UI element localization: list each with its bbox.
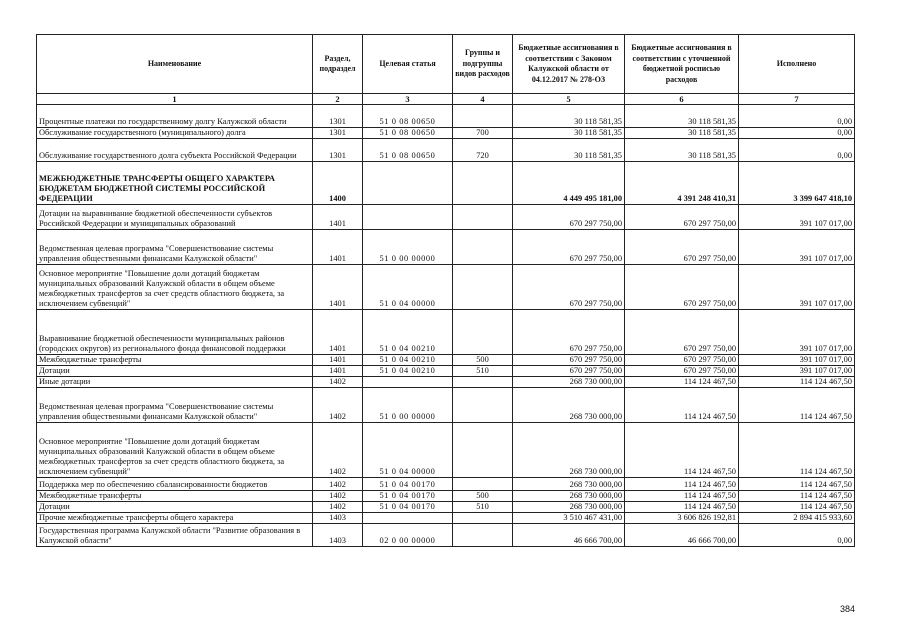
row-roster-allocation: 670 297 750,00 xyxy=(625,230,739,265)
row-section: 1401 xyxy=(313,366,363,377)
table-row xyxy=(37,513,855,524)
row-section: 1402 xyxy=(313,502,363,513)
budget-execution-table xyxy=(36,34,855,547)
row-law-allocation: 670 297 750,00 xyxy=(513,265,625,310)
row-executed: 0,00 xyxy=(739,105,855,128)
row-name: Межбюджетные трансферты xyxy=(37,491,313,502)
row-target-article: 51 0 08 00650 xyxy=(363,128,453,139)
row-executed: 114 124 467,50 xyxy=(739,478,855,491)
row-target-article xyxy=(363,513,453,524)
row-executed: 114 124 467,50 xyxy=(739,423,855,478)
row-expense-group xyxy=(453,205,513,230)
row-expense-group xyxy=(453,423,513,478)
row-executed: 391 107 017,00 xyxy=(739,310,855,355)
row-name: Основное мероприятие "Повышение доли дотаций бюджетам муниципальных образований Калужской области в общем объеме межбюджетных трансфертов за счет средств областного бюджета, за исключением субвенций" xyxy=(37,265,313,310)
row-law-allocation: 268 730 000,00 xyxy=(513,491,625,502)
row-executed: 391 107 017,00 xyxy=(739,205,855,230)
col-number: 6 xyxy=(625,94,739,105)
row-name: Основное мероприятие "Повышение доли дотаций бюджетам муниципальных образований Калужской области в общем объеме межбюджетных трансфертов за счет средств областного бюджета, за исключением субвенций" xyxy=(37,423,313,478)
row-expense-group: 510 xyxy=(453,502,513,513)
row-target-article: 51 0 04 00210 xyxy=(363,310,453,355)
row-roster-allocation: 30 118 581,35 xyxy=(625,128,739,139)
row-section: 1401 xyxy=(313,265,363,310)
row-law-allocation: 670 297 750,00 xyxy=(513,355,625,366)
header-target-article: Целевая статья xyxy=(363,35,453,94)
table-row xyxy=(37,377,855,388)
row-law-allocation: 30 118 581,35 xyxy=(513,105,625,128)
row-name: Межбюджетные трансферты xyxy=(37,355,313,366)
row-expense-group xyxy=(453,524,513,547)
row-section: 1402 xyxy=(313,478,363,491)
row-section: 1401 xyxy=(313,205,363,230)
row-section: 1402 xyxy=(313,388,363,423)
row-roster-allocation: 670 297 750,00 xyxy=(625,366,739,377)
row-name: Выравнивание бюджетной обеспеченности муниципальных районов (городских округов) из регионального фонда финансовой поддержки xyxy=(37,310,313,355)
row-expense-group: 700 xyxy=(453,128,513,139)
row-roster-allocation: 114 124 467,50 xyxy=(625,388,739,423)
table-row xyxy=(37,128,855,139)
table-row xyxy=(37,162,855,205)
row-law-allocation: 4 449 495 181,00 xyxy=(513,162,625,205)
header-law-allocation: Бюджетные ассигнования в соответствии с Законом Калужской области от 04.12.2017 № 278-ОЗ xyxy=(513,35,625,94)
row-expense-group xyxy=(453,310,513,355)
row-executed: 0,00 xyxy=(739,139,855,162)
row-executed: 114 124 467,50 xyxy=(739,377,855,388)
row-section: 1403 xyxy=(313,513,363,524)
table-row xyxy=(37,310,855,355)
row-law-allocation: 30 118 581,35 xyxy=(513,139,625,162)
row-law-allocation: 670 297 750,00 xyxy=(513,310,625,355)
row-expense-group xyxy=(453,478,513,491)
row-target-article: 51 0 04 00000 xyxy=(363,265,453,310)
row-section: 1401 xyxy=(313,355,363,366)
row-name: МЕЖБЮДЖЕТНЫЕ ТРАНСФЕРТЫ ОБЩЕГО ХАРАКТЕРА БЮДЖЕТАМ БЮДЖЕТНОЙ СИСТЕМЫ РОССИЙСКОЙ ФЕДЕРАЦИИ xyxy=(37,162,313,205)
row-target-article: 51 0 04 00170 xyxy=(363,478,453,491)
table-row xyxy=(37,230,855,265)
row-target-article: 51 0 04 00170 xyxy=(363,491,453,502)
row-roster-allocation: 670 297 750,00 xyxy=(625,310,739,355)
column-number-row xyxy=(37,94,855,105)
header-roster-allocation: Бюджетные ассигнования в соответствии с уточненной бюджетной росписью расходов xyxy=(625,35,739,94)
row-expense-group xyxy=(453,162,513,205)
table-row xyxy=(37,265,855,310)
row-section: 1402 xyxy=(313,377,363,388)
row-roster-allocation: 670 297 750,00 xyxy=(625,355,739,366)
col-number: 5 xyxy=(513,94,625,105)
row-name: Иные дотации xyxy=(37,377,313,388)
row-expense-group xyxy=(453,265,513,310)
table-row xyxy=(37,366,855,377)
row-roster-allocation: 30 118 581,35 xyxy=(625,139,739,162)
col-number: 1 xyxy=(37,94,313,105)
row-roster-allocation: 4 391 248 410,31 xyxy=(625,162,739,205)
row-target-article: 51 0 04 00000 xyxy=(363,423,453,478)
row-executed: 114 124 467,50 xyxy=(739,491,855,502)
row-executed: 391 107 017,00 xyxy=(739,366,855,377)
row-expense-group: 500 xyxy=(453,491,513,502)
row-target-article xyxy=(363,162,453,205)
table-row xyxy=(37,502,855,513)
row-expense-group xyxy=(453,388,513,423)
row-name: Обслуживание государственного долга субъекта Российской Федерации xyxy=(37,139,313,162)
row-executed: 114 124 467,50 xyxy=(739,502,855,513)
row-roster-allocation: 3 606 826 192,81 xyxy=(625,513,739,524)
row-section: 1401 xyxy=(313,230,363,265)
header-name: Наименование xyxy=(37,35,313,94)
row-executed: 391 107 017,00 xyxy=(739,355,855,366)
table-row xyxy=(37,105,855,128)
table-row xyxy=(37,139,855,162)
row-name: Дотации xyxy=(37,502,313,513)
row-name: Процентные платежи по государственному долгу Калужской области xyxy=(37,105,313,128)
row-expense-group: 500 xyxy=(453,355,513,366)
row-law-allocation: 268 730 000,00 xyxy=(513,423,625,478)
col-number: 2 xyxy=(313,94,363,105)
row-law-allocation: 670 297 750,00 xyxy=(513,205,625,230)
row-roster-allocation: 114 124 467,50 xyxy=(625,423,739,478)
row-section: 1403 xyxy=(313,524,363,547)
row-target-article: 51 0 00 00000 xyxy=(363,230,453,265)
row-roster-allocation: 114 124 467,50 xyxy=(625,478,739,491)
row-law-allocation: 268 730 000,00 xyxy=(513,478,625,491)
row-name: Дотации xyxy=(37,366,313,377)
header-executed: Исполнено xyxy=(739,35,855,94)
row-target-article: 51 0 08 00650 xyxy=(363,139,453,162)
row-section: 1402 xyxy=(313,423,363,478)
row-target-article: 51 0 04 00210 xyxy=(363,355,453,366)
row-section: 1301 xyxy=(313,105,363,128)
row-target-article: 51 0 04 00170 xyxy=(363,502,453,513)
row-name: Ведомственная целевая программа "Совершенствование системы управления общественными финансами Калужской области" xyxy=(37,230,313,265)
row-section: 1400 xyxy=(313,162,363,205)
row-expense-group xyxy=(453,513,513,524)
row-name: Прочие межбюджетные трансферты общего характера xyxy=(37,513,313,524)
row-executed: 0,00 xyxy=(739,524,855,547)
row-target-article: 51 0 08 00650 xyxy=(363,105,453,128)
row-expense-group xyxy=(453,230,513,265)
row-name: Государственная программа Калужской области "Развитие образования в Калужской области" xyxy=(37,524,313,547)
row-target-article: 02 0 00 00000 xyxy=(363,524,453,547)
row-roster-allocation: 114 124 467,50 xyxy=(625,502,739,513)
row-roster-allocation: 670 297 750,00 xyxy=(625,265,739,310)
row-executed: 391 107 017,00 xyxy=(739,265,855,310)
table-row xyxy=(37,423,855,478)
col-number: 4 xyxy=(453,94,513,105)
row-target-article xyxy=(363,377,453,388)
row-executed: 2 894 415 933,60 xyxy=(739,513,855,524)
row-law-allocation: 30 118 581,35 xyxy=(513,128,625,139)
header-expense-group: Группы и подгруппы видов расходов xyxy=(453,35,513,94)
header-row xyxy=(37,35,855,94)
row-law-allocation: 46 666 700,00 xyxy=(513,524,625,547)
row-law-allocation: 268 730 000,00 xyxy=(513,388,625,423)
table-row xyxy=(37,478,855,491)
row-section: 1401 xyxy=(313,310,363,355)
header-section: Раздел, подраздел xyxy=(313,35,363,94)
row-executed: 391 107 017,00 xyxy=(739,230,855,265)
table-row xyxy=(37,524,855,547)
col-number: 7 xyxy=(739,94,855,105)
row-law-allocation: 3 510 467 431,00 xyxy=(513,513,625,524)
page-number: 384 xyxy=(840,604,856,614)
row-expense-group xyxy=(453,377,513,388)
row-target-article: 51 0 00 00000 xyxy=(363,388,453,423)
row-law-allocation: 268 730 000,00 xyxy=(513,377,625,388)
row-roster-allocation: 30 118 581,35 xyxy=(625,105,739,128)
row-name: Ведомственная целевая программа "Совершенствование системы управления общественными финансами Калужской области" xyxy=(37,388,313,423)
row-expense-group: 720 xyxy=(453,139,513,162)
row-expense-group xyxy=(453,105,513,128)
row-executed: 114 124 467,50 xyxy=(739,388,855,423)
row-name: Обслуживание государственного (муниципального) долга xyxy=(37,128,313,139)
row-name: Дотации на выравнивание бюджетной обеспеченности субъектов Российской Федерации и муниципальных образований xyxy=(37,205,313,230)
row-name: Поддержка мер по обеспечению сбалансированности бюджетов xyxy=(37,478,313,491)
table-row xyxy=(37,491,855,502)
row-target-article: 51 0 04 00210 xyxy=(363,366,453,377)
row-section: 1301 xyxy=(313,128,363,139)
row-law-allocation: 670 297 750,00 xyxy=(513,230,625,265)
row-law-allocation: 268 730 000,00 xyxy=(513,502,625,513)
row-executed: 3 399 647 418,10 xyxy=(739,162,855,205)
row-section: 1301 xyxy=(313,139,363,162)
table-row xyxy=(37,355,855,366)
row-section: 1402 xyxy=(313,491,363,502)
row-roster-allocation: 114 124 467,50 xyxy=(625,491,739,502)
row-law-allocation: 670 297 750,00 xyxy=(513,366,625,377)
row-roster-allocation: 670 297 750,00 xyxy=(625,205,739,230)
table-row xyxy=(37,205,855,230)
row-roster-allocation: 46 666 700,00 xyxy=(625,524,739,547)
table-row xyxy=(37,388,855,423)
row-executed: 0,00 xyxy=(739,128,855,139)
row-roster-allocation: 114 124 467,50 xyxy=(625,377,739,388)
row-target-article xyxy=(363,205,453,230)
row-expense-group: 510 xyxy=(453,366,513,377)
col-number: 3 xyxy=(363,94,453,105)
